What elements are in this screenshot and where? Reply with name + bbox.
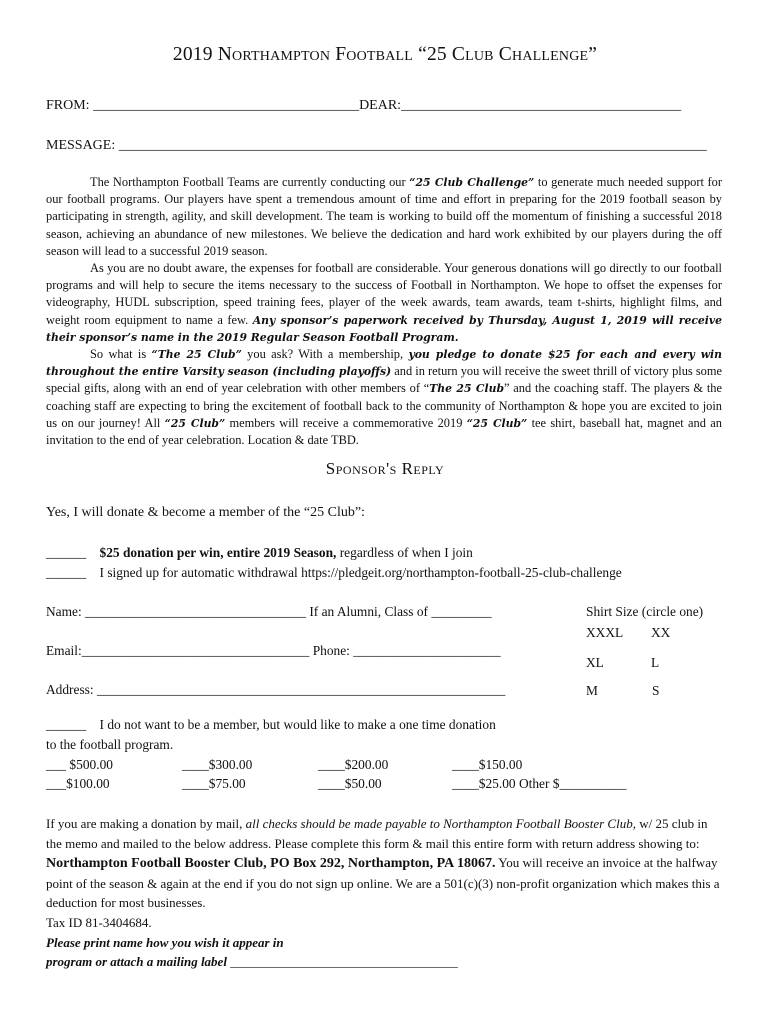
shirt-size-xxxl[interactable]: XXXL <box>586 625 624 640</box>
message-line[interactable]: MESSAGE: ____________________________________________________________________________________ <box>46 138 707 153</box>
text-run: w/ 25 club in the memo and mailed to the below address. Please complete this form & mail this entire form with return address showing to: <box>46 816 708 851</box>
text-run-bold-italic: program or attach a mailing label <box>46 954 227 970</box>
text-run: tee shirt, baseball hat, magnet and an invitation to the end of year celebration. Location & date TBD. <box>46 415 722 448</box>
option-text: regardless of when I join <box>336 545 473 560</box>
text-run-bold-italic: The 25 Club <box>429 382 504 396</box>
option-bold-text: $25 donation per win, entire 2019 Season, <box>99 545 337 560</box>
sponsor-reply-heading: Sponsor's Reply <box>325 459 445 478</box>
text-run: If you are making a donation by mail, <box>46 816 246 831</box>
text-run: You will receive an invoice at the halfway point of the season & again at the end if you do not sign up online. We are a 501(c)(3) non-profit organization which makes this a deduction for most businesses. <box>46 855 720 911</box>
option-blank[interactable]: ______ <box>46 545 87 560</box>
option-text: I do not want to be a member, but would like to make a one time donation <box>99 717 496 732</box>
amount-150[interactable]: ____$150.00 <box>452 757 523 772</box>
text-run: The Northampton Football Teams are currently conducting our <box>90 175 410 189</box>
name-alumni-line[interactable]: Name: _________________________________ If an Alumni, Class of _________ <box>46 604 492 619</box>
text-run: you ask? With a membership, <box>241 347 409 362</box>
option-blank[interactable]: ______ <box>46 717 87 732</box>
amount-100[interactable]: ___$100.00 <box>46 776 110 791</box>
option-auto-withdrawal[interactable] <box>46 565 622 581</box>
shirt-size-xl[interactable]: XL <box>586 655 604 670</box>
one-time-donation-text: to the football program. <box>46 737 174 752</box>
email-phone-line[interactable]: Email:__________________________________ Phone: ______________________ <box>46 643 501 658</box>
text-run-bold-italic: “The 25 Club” <box>151 348 242 362</box>
mail-instructions <box>46 814 726 972</box>
amount-200[interactable]: ____$200.00 <box>318 757 389 772</box>
one-time-donation-option[interactable] <box>46 717 496 733</box>
letter-paragraph-1 <box>46 174 722 260</box>
option-per-win[interactable] <box>46 545 473 561</box>
text-run-bold-italic: “25 Club” <box>164 416 226 430</box>
text-run-bold-italic: “25 Club” <box>466 416 528 430</box>
shirt-size-xx[interactable]: XX <box>651 625 671 640</box>
text-run-bold-italic: you pledge to donate $25 for each and every win throughout the entire Varsity season (including playoffs) <box>46 348 723 379</box>
text-run: to generate much needed support for our football programs. Our players have spent a tremendous amount of time and effort in preparing for the 2019 football season by participating in strength, agility, and skill development. The team is working to build off the momentum of finishing a successful 2018 season, achieving an abundance of new milestones. We believe the dedication and hard work exhibited by our players during the off season will lead to a successful 2019 season. <box>46 175 723 258</box>
amount-300[interactable]: ____$300.00 <box>182 757 253 772</box>
address-line[interactable]: Address: _____________________________________________________________ <box>46 682 506 697</box>
shirt-size-s[interactable]: S <box>652 683 660 698</box>
text-run: and in return you will receive the sweet thrill of victory plus some special gifts, along with an end of year celebration with other members of “ <box>46 364 722 396</box>
letter-paragraph-3 <box>46 346 722 449</box>
page-title: 2019 Northampton Football “25 Club Challenge” <box>172 44 598 65</box>
text-run: ” and the coaching staff. The players & the coaching staff are expecting to bring the excitement of football back to the community of Northampton & hope you are excited to join us on our journey! All <box>46 381 722 430</box>
amount-25-other[interactable]: ____$25.00 Other $__________ <box>452 776 627 791</box>
mail-paragraph <box>46 814 726 913</box>
option-text: I signed up for automatic withdrawal https://pledgeit.org/northampton-football-25-club-challenge <box>99 565 622 580</box>
text-run: So what is <box>90 347 152 362</box>
amount-75[interactable]: ____$75.00 <box>182 776 246 791</box>
shirt-size-label: Shirt Size (circle one) <box>586 604 704 619</box>
letter-paragraph-2 <box>46 260 722 346</box>
text-run-bold-italic: Any sponsor’s paperwork received by Thursday, August 1, 2019 will receive their sponsor’s name in the 2019 Regular Season Football Program. <box>46 313 723 344</box>
text-run: As you are no doubt aware, the expenses for football are considerable. Your generous donations will go directly to our football programs and will help to secure the items necessary to the success of Football in Northampton. We hope to offset the expenses for videography, HUDL subscription, speed training fees, player of the week awards, team awards, team t-shirts, highlight films, and weight room equipment to name a few. <box>46 261 722 327</box>
mailing-address: Northampton Football Booster Club, PO Box 292, Northampton, PA 18067. <box>46 856 496 872</box>
shirt-size-m[interactable]: M <box>586 683 598 698</box>
tax-id: Tax ID 81-3404684. <box>46 914 152 930</box>
amount-500[interactable]: ___ $500.00 <box>46 757 113 772</box>
text-run-italic: all checks should be made payable to Northampton Football Booster Club, <box>245 816 636 831</box>
print-name-label: Please print name how you wish it appear in <box>46 934 284 950</box>
mailing-label-line[interactable] <box>46 952 726 972</box>
text-run: members will receive a commemorative 2019 <box>225 415 467 430</box>
from-dear-line[interactable]: FROM: ______________________________________DEAR:________________________________________ <box>46 98 682 113</box>
option-blank[interactable]: ______ <box>46 565 87 580</box>
yes-donate-line: Yes, I will donate & become a member of the “25 Club”: <box>46 505 365 520</box>
text-run-bold-italic: “25 Club Challenge” <box>409 176 535 189</box>
signature-blank[interactable]: ___________________________________ <box>226 954 458 970</box>
letter-body <box>46 174 722 449</box>
shirt-size-l[interactable]: L <box>651 655 660 670</box>
amount-50[interactable]: ____$50.00 <box>318 776 382 791</box>
